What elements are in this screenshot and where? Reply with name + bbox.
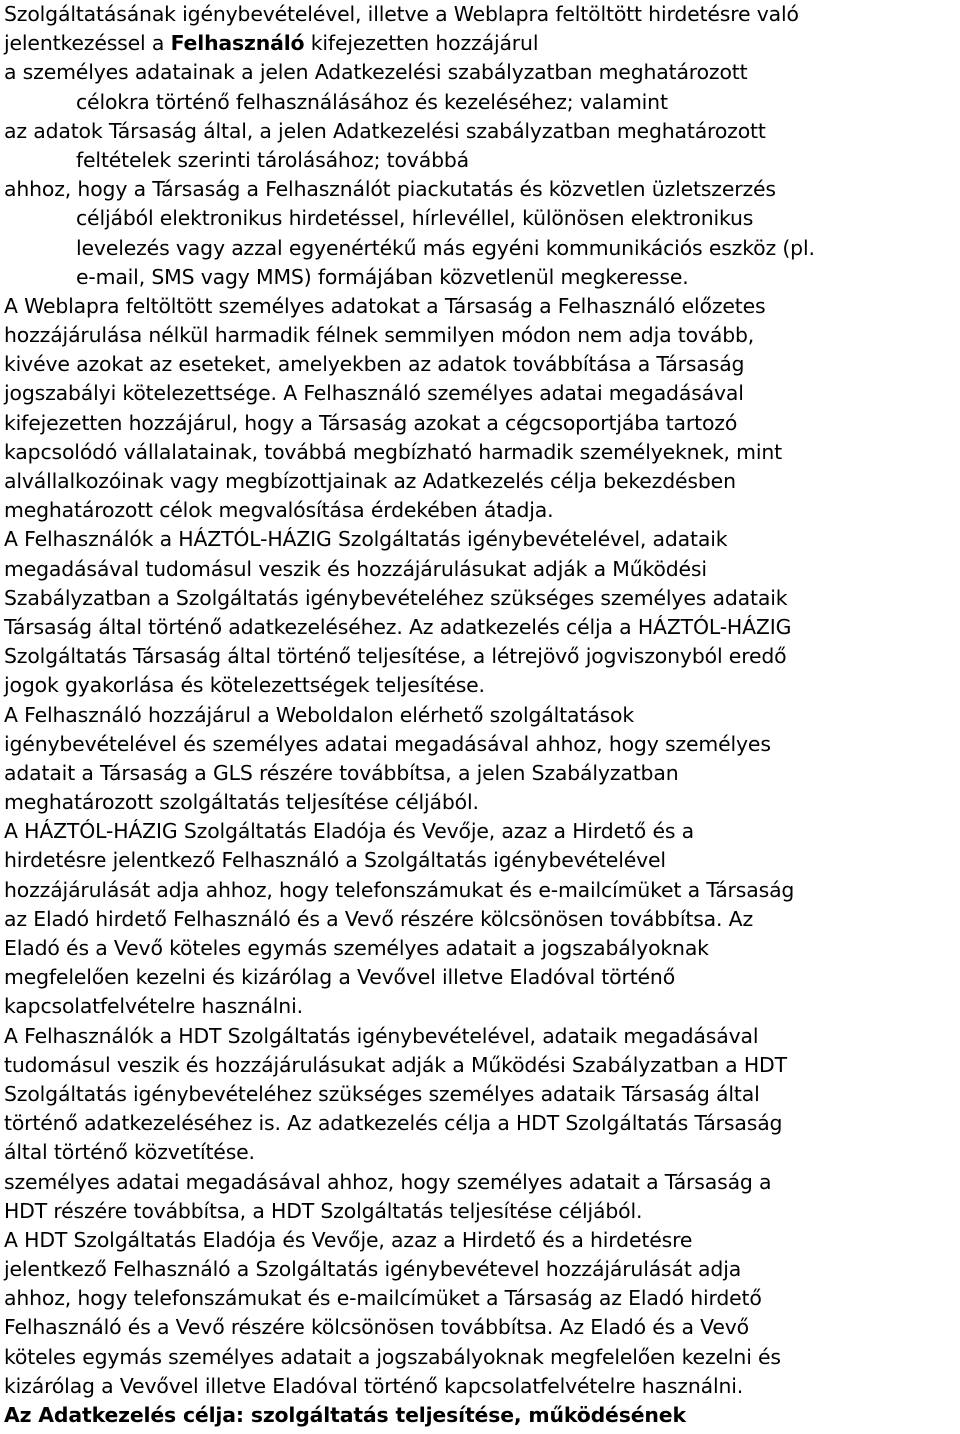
bold-term-felhasznalo: Felhasználó [170,31,305,56]
text-line: célokra történő felhasználásához és kezeléséhez; valamint [76,89,668,114]
text-line: Felhasználó és a Vevő részére kölcsönösen továbbítsa. Az Eladó és a Vevő [4,1315,750,1340]
text-line: megfelelően kezelni és kizárólag a Vevővel illetve Eladóval történő [4,965,676,990]
text-line: A HÁZTÓL-HÁZIG Szolgáltatás Eladója és Vevője, azaz a Hirdető és a [4,819,695,844]
text-line: céljából elektronikus hirdetéssel, hírlevéllel, különösen elektronikus [76,206,754,231]
text-line: kapcsolatfelvételre használni. [4,994,303,1019]
text-line: történő adatkezeléséhez is. Az adatkezelés célja a HDT Szolgáltatás Társaság [4,1111,783,1136]
text-line: Szolgáltatás igénybevételéhez szükséges személyes adataik Társaság által [4,1081,760,1106]
text-line: a személyes adatainak a jelen Adatkezelési szabályzatban meghatározott [4,60,748,85]
paragraph-hdt [4,1022,956,1168]
text-line: az Eladó hirdető Felhasználó és a Vevő részére kölcsönösen továbbítsa. Az [4,906,754,931]
text-line: ahhoz, hogy telefonszámukat és e-mailcímüket a Társaság az Eladó hirdető [4,1286,762,1311]
text-span: kifejezetten hozzájárul [304,31,539,56]
text-line: Eladó és a Vevő köteles egymás személyes adatait a jogszabályoknak [4,936,709,960]
text-line: A Felhasználó hozzájárul a Weboldalon elérhető szolgáltatások [4,702,635,727]
text-line: hirdetésre jelentkező Felhasználó a Szolgáltatás igénybevételével [4,848,666,873]
paragraph-hdt-transfer [4,1168,956,1226]
section-heading-text: Az Adatkezelés célja: szolgáltatás teljesítése, működésének [4,1403,686,1427]
document-body [4,0,956,1430]
text-line: jogok gyakorlása és kötelezettségek teljesítése. [4,673,485,698]
text-line: A Felhasználók a HÁZTÓL-HÁZIG Szolgáltatás igénybevételével, adataik [4,527,728,552]
text-line: kivéve azokat az eseteket, amelyekben az adatok továbbítása a Társaság [4,352,745,377]
paragraph-hdt-parties [4,1226,956,1401]
text-line: ahhoz, hogy a Társaság a Felhasználót piackutatás és közvetlen üzletszerzés [4,177,776,202]
paragraph-gls [4,701,956,818]
text-line: A HDT Szolgáltatás Eladója és Vevője, azaz a Hirdető és a hirdetésre [4,1227,693,1252]
text-line: Szolgáltatásának igénybevételével, illetve a Weblapra feltöltött hirdetésre való [4,2,799,26]
text-line: A Weblapra feltöltött személyes adatokat a Társaság a Felhasználó előzetes [4,293,766,318]
text-line [4,29,956,58]
text-line: Társaság által történő adatkezeléséhez. Az adatkezelés célja a HÁZTÓL-HÁZIG [4,614,792,639]
text-line: kizárólag a Vevővel illetve Eladóval történő kapcsolatfelvételre használni. [4,1373,744,1398]
text-line: az adatok Társaság által, a jelen Adatkezelési szabályzatban meghatározott [4,118,766,143]
text-line: meghatározott célok megvalósítása érdekében átadja. [4,498,554,523]
text-line: HDT részére továbbítsa, a HDT Szolgáltatás teljesítése céljából. [4,1198,643,1223]
text-line: köteles egymás személyes adatait a jogszabályoknak megfelelően kezelni és [4,1344,781,1369]
text-line: hozzájárulása nélkül harmadik félnek semmilyen módon nem adja tovább, [4,323,755,348]
text-line: kifejezetten hozzájárul, hogy a Társaság azokat a cégcsoportjába tartozó [4,410,738,435]
text-line: feltételek szerinti tárolásához; továbbá [76,147,470,172]
text-line: alvállalkozóinak vagy megbízottjainak az Adatkezelés célja bekezdésben [4,469,736,493]
text-line: megadásával tudomásul veszik és hozzájárulásukat adják a Működési [4,556,707,581]
section-heading [4,1401,956,1430]
text-line: A Felhasználók a HDT Szolgáltatás igénybevételével, adataik megadásával [4,1023,759,1048]
paragraph-haztol-hazig-parties [4,817,956,1021]
text-line: meghatározott szolgáltatás teljesítése céljából. [4,790,479,815]
text-line: jelentkező Felhasználó a Szolgáltatás igénybevétevel hozzájárulását adja [4,1257,742,1282]
text-line: Szabályzatban a Szolgáltatás igénybevételéhez szükséges személyes adataik [4,585,788,610]
text-line: igénybevételével és személyes adatai megadásával ahhoz, hogy személyes [4,731,771,756]
paragraph-haztol-hazig [4,525,956,700]
text-line: tudomásul veszik és hozzájárulásukat adják a Működési Szabályzatban a HDT [4,1052,787,1077]
text-line: személyes adatai megadásával ahhoz, hogy személyes adatait a Társaság a [4,1169,772,1194]
text-line: adatait a Társaság a GLS részére továbbítsa, a jelen Szabályzatban [4,760,679,785]
text-line: hozzájárulását adja ahhoz, hogy telefonszámukat és e-mailcímüket a Társaság [4,877,795,902]
text-line: által történő közvetítése. [4,1140,255,1165]
text-line: levelezés vagy azzal egyenértékű más egyéni kommunikációs eszköz (pl. [76,235,815,260]
paragraph-data-transfer [4,292,956,526]
text-line: e-mail, SMS vagy MMS) formájában közvetlenül megkeresse. [76,264,689,289]
text-span: jelentkezéssel a [4,31,171,56]
text-line: jogszabályi kötelezettsége. A Felhasználó személyes adatai megadásával [4,381,744,406]
text-line: Szolgáltatás Társaság által történő teljesítése, a létrejövő jogviszonyból eredő [4,644,787,669]
text-line: kapcsolódó vállalatainak, továbbá megbízható harmadik személyeknek, mint [4,439,783,464]
intro-paragraph [4,0,956,292]
